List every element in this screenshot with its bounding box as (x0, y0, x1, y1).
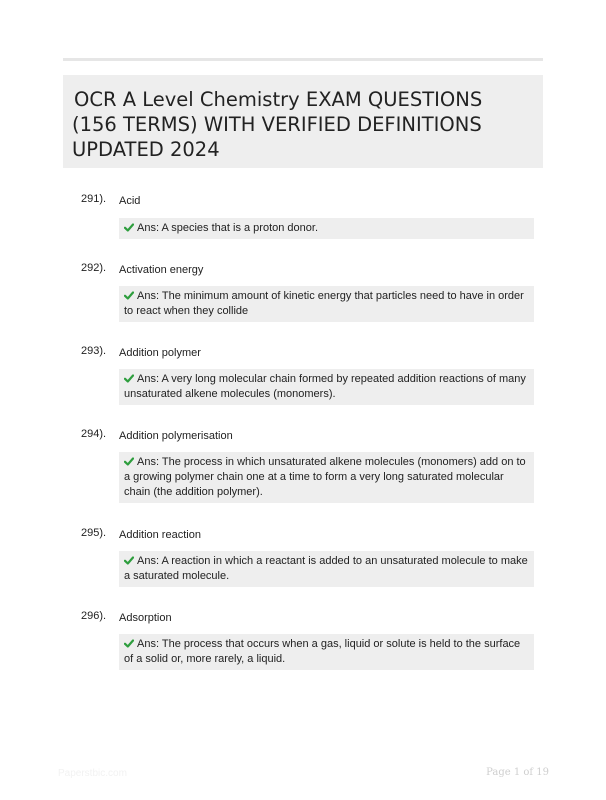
answer-box (119, 452, 534, 503)
question-number: 296). (81, 610, 107, 622)
answer-text: Ans: A reaction in which a reactant is added to an unsaturated molecule to make a saturated molecule. (124, 555, 528, 582)
question-term: Addition polymerisation (119, 430, 233, 442)
answer-text: Ans: The minimum amount of kinetic energy that particles need to have in order to react when they collide (124, 290, 524, 317)
answer-box (119, 551, 534, 587)
answer-text: Ans: The process that occurs when a gas, liquid or solute is held to the surface of a solid or, more rarely, a liquid. (124, 638, 521, 665)
check-icon (124, 374, 134, 383)
answer-box (119, 634, 534, 670)
question-term: Acid (119, 195, 141, 207)
answer-text: Ans: A very long molecular chain formed by repeated addition reactions of many unsaturated alkene molecules (monomers). (124, 373, 526, 400)
question-number: 295). (81, 527, 107, 539)
question-number: 293). (81, 345, 107, 357)
question-term: Adsorption (119, 612, 172, 624)
check-icon (124, 639, 134, 648)
answer-box (119, 218, 534, 239)
question-term: Activation energy (119, 264, 204, 276)
answer-box (119, 369, 534, 405)
answer-text: Ans: A species that is a proton donor. (137, 222, 319, 234)
question-term: Addition reaction (119, 529, 201, 541)
question-number: 291). (81, 193, 107, 205)
question-number: 294). (81, 428, 107, 440)
page-title: OCR A Level Chemistry EXAM QUESTIONS (156 TERMS) WITH VERIFIED DEFINITIONS UPDATED 2024 (72, 88, 483, 161)
answer-text: Ans: The process in which unsaturated alkene molecules (monomers) add on to a growing polymer chain one at a time to form a very long saturated molecular chain (the addition polymer). (124, 456, 526, 498)
check-icon (124, 223, 134, 232)
answer-box (119, 286, 534, 322)
check-icon (124, 291, 134, 300)
question-term: Addition polymer (119, 347, 201, 359)
footer-watermark: Paperstbic.com (58, 768, 127, 779)
question-number: 292). (81, 262, 107, 274)
top-divider (63, 58, 543, 61)
page-number: Page 1 of 19 (486, 767, 549, 778)
title-banner (63, 75, 543, 168)
check-icon (124, 457, 134, 466)
check-icon (124, 556, 134, 565)
